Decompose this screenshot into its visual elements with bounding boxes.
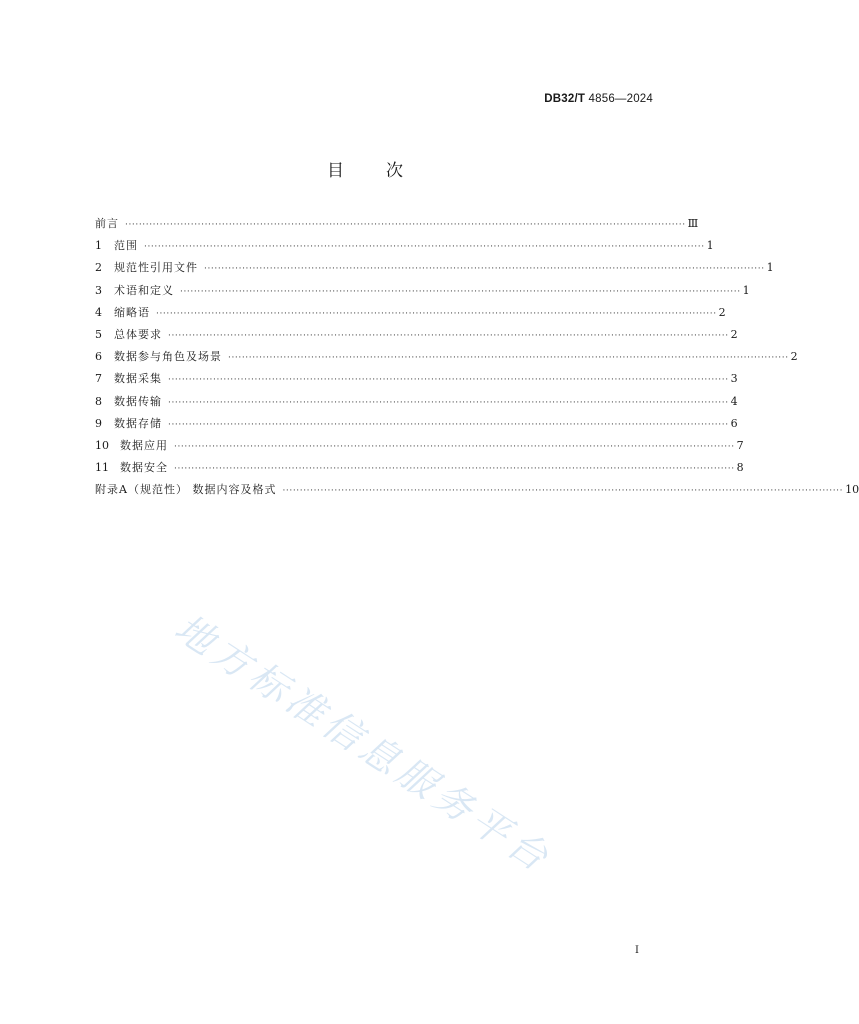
title-char-1: 目 [327,161,344,181]
toc-entry-foreword[interactable] [95,213,699,235]
toc-page: 2 [730,327,738,341]
toc-entry-terms[interactable] [95,280,750,302]
toc-entry-data-storage[interactable] [95,413,738,435]
toc-number: 9 [95,416,102,430]
toc-leader: ·································································································································································· [168,330,729,341]
toc-label: 数据应用 [120,438,168,452]
toc-label: 数据存储 [114,416,162,430]
toc-entry-data-application[interactable] [95,435,744,457]
toc-leader: ·································································································································································· [174,441,735,452]
toc-label: 总体要求 [114,327,162,341]
toc-number: 1 [95,239,102,253]
toc-page: 10 [845,483,859,497]
toc-leader: ·································································································································································· [204,264,765,275]
standard-code [544,93,653,105]
toc-page: 3 [730,372,738,386]
toc-number: 7 [95,372,102,386]
toc-label: 数据安全 [120,461,168,475]
toc-label: 数据参与角色及场景 [114,350,222,364]
toc-entry-data-security[interactable] [95,457,744,479]
page-number: I [635,945,639,956]
toc-label: 附录A（规范性） 数据内容及格式 [95,483,277,497]
toc-page: 8 [736,461,744,475]
toc-number: 8 [95,394,102,408]
toc-page: 1 [742,283,750,297]
table-of-contents [95,213,859,501]
toc-page: 4 [730,394,738,408]
toc-leader: ·································································································································································· [144,242,705,253]
toc-entry-appendix-a[interactable] [95,479,859,501]
toc-page: 2 [718,305,726,319]
toc-page: 6 [730,416,738,430]
toc-entry-abbreviations[interactable] [95,302,726,324]
toc-page: 1 [706,239,714,253]
toc-entry-normative-references[interactable] [95,257,774,279]
toc-leader: ·································································································································································· [282,486,844,497]
toc-page: 2 [790,350,798,364]
toc-label: 范围 [114,239,138,253]
toc-entry-general-requirements[interactable] [95,324,738,346]
toc-leader: ·································································································································································· [168,375,729,386]
page-title [0,156,730,181]
toc-leader: ·································································································································································· [125,220,686,230]
toc-entry-data-transmission[interactable] [95,391,738,413]
toc-label: 缩略语 [114,305,150,319]
standard-id: DB32/T [544,93,586,105]
toc-entry-data-collection[interactable] [95,368,738,390]
toc-entry-roles-scenarios[interactable] [95,346,798,368]
toc-label: 规范性引用文件 [114,261,198,275]
toc-entry-scope[interactable] [95,235,714,257]
watermark: 地方标准信息服务平台 [167,605,561,883]
toc-page: 7 [736,438,744,452]
toc-number: 10 [95,438,109,452]
toc-label: 术语和定义 [114,283,174,297]
toc-leader: ·································································································································································· [168,419,729,430]
toc-leader: ·································································································································································· [174,464,735,475]
title-char-2: 次 [386,161,403,181]
standard-number: 4856—2024 [588,93,653,105]
toc-leader: ·································································································································································· [168,397,729,408]
toc-leader: ·································································································································································· [228,353,789,364]
toc-page: Ⅲ [687,217,699,230]
toc-leader: ·································································································································································· [156,308,717,319]
toc-label: 数据采集 [114,372,162,386]
toc-label: 数据传输 [114,394,162,408]
toc-page: 1 [766,261,774,275]
toc-number: 11 [95,461,109,475]
toc-number: 5 [95,327,102,341]
toc-number: 4 [95,305,102,319]
toc-number: 6 [95,350,102,364]
toc-number: 3 [95,283,102,297]
toc-number: 2 [95,261,102,275]
toc-label: 前言 [95,217,119,230]
toc-leader: ·································································································································································· [180,286,741,297]
